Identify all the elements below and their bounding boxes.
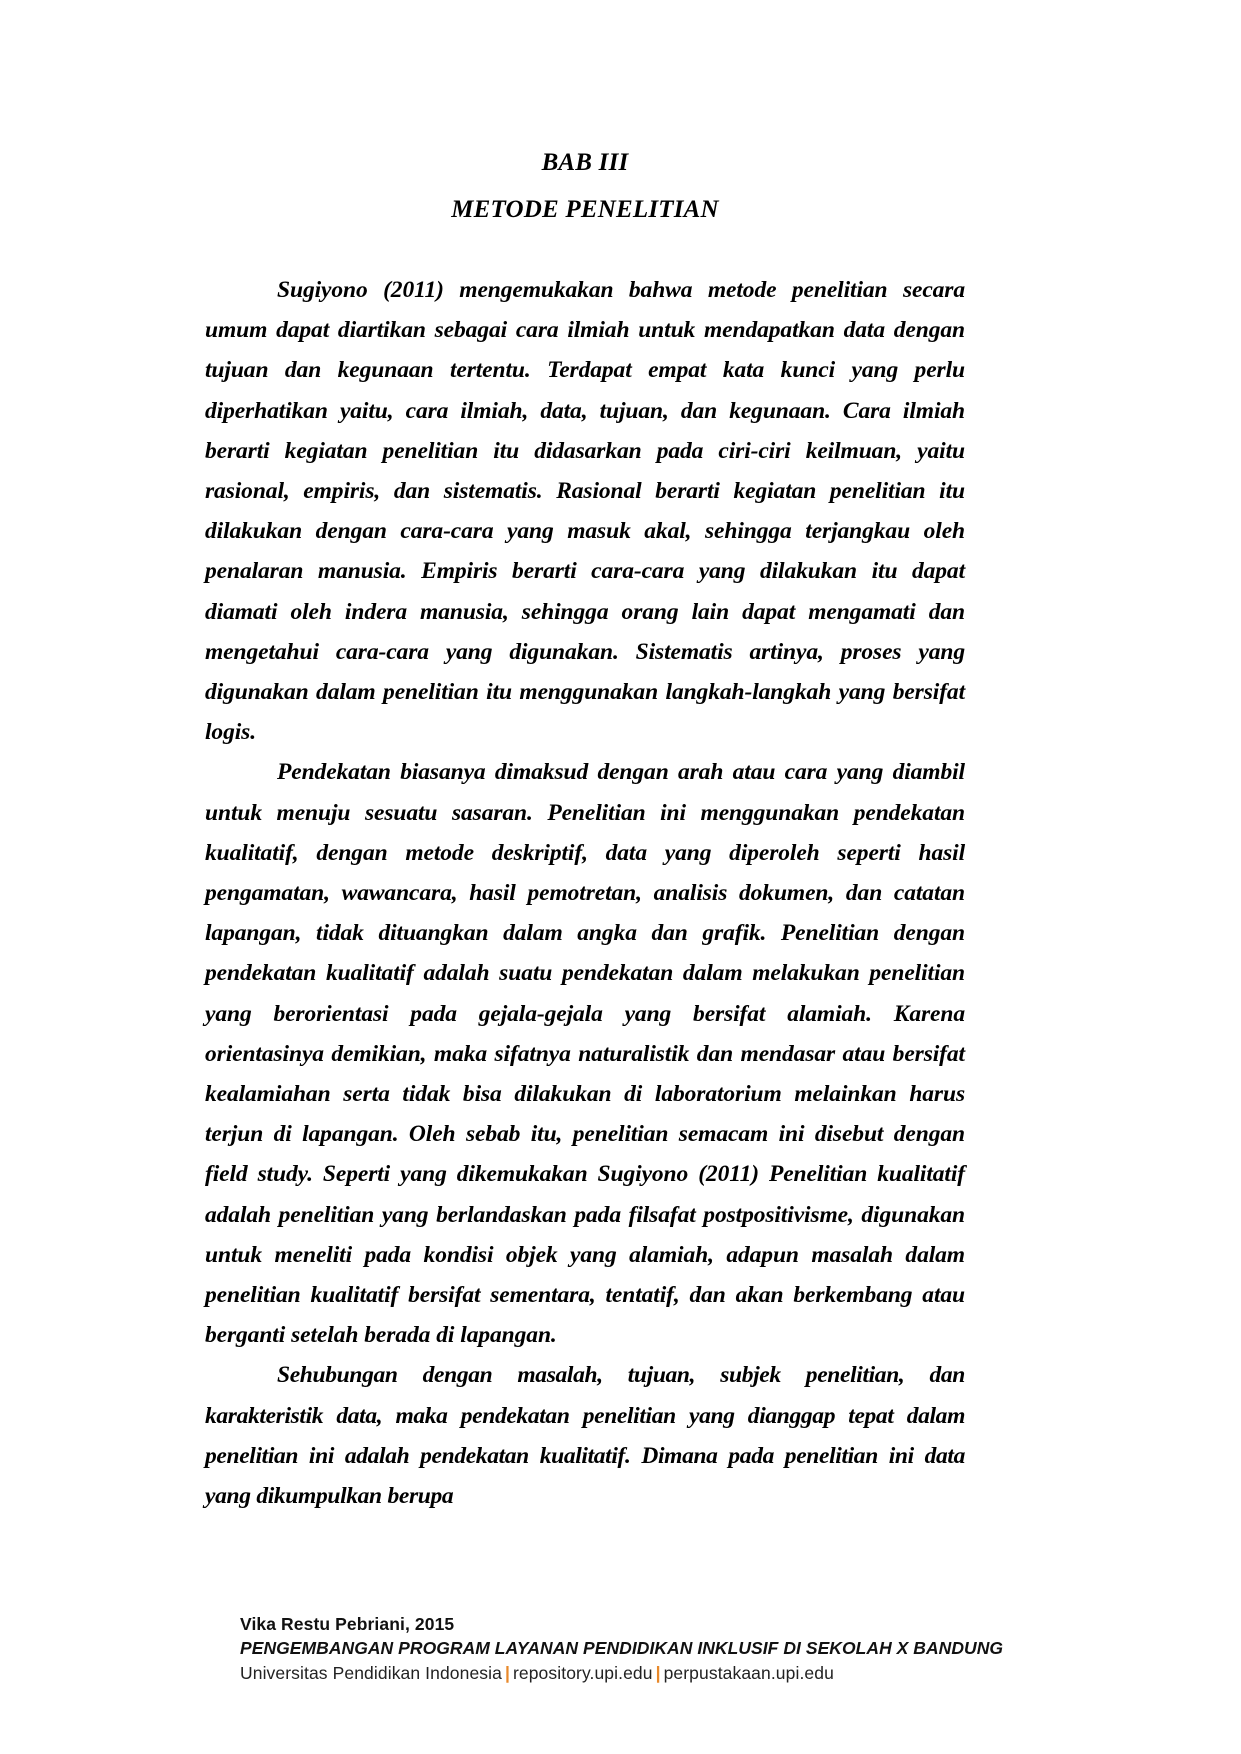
page-footer [240, 1612, 1040, 1686]
footer-author: Vika Restu Pebriani, 2015 [240, 1614, 455, 1634]
paragraph-1: Sugiyono (2011) mengemukakan bahwa metode penelitian secara umum dapat diartikan sebagai cara ilmiah untuk mendapatkan data dengan tujuan dan kegunaan tertentu. Terdapat empat kata kunci yang perlu diperhatikan yaitu, cara ilmiah, data, tujuan, dan kegunaan. Cara ilmiah berarti kegiatan penelitian itu didasarkan pada ciri-ciri keilmuan, yaitu rasional, empiris, dan sistematis. Rasional berarti kegiatan penelitian itu dilakukan dengan cara-cara yang masuk akal, sehingga terjangkau oleh penalaran manusia. Empiris berarti cara-cara yang dilakukan itu dapat diamati oleh indera manusia, sehingga orang lain dapat mengamati dan mengetahui cara-cara yang digunakan. Sistematis artinya, proses yang digunakan dalam penelitian itu menggunakan langkah-langkah yang bersifat logis. [205, 277, 965, 746]
footer-institution: Universitas Pendidikan Indonesia [240, 1663, 502, 1683]
footer-repository-link[interactable]: repository.upi.edu [512, 1663, 653, 1683]
footer-separator-1: | [504, 1663, 510, 1683]
chapter-title: METODE PENELITIAN [451, 196, 719, 223]
footer-library-link[interactable]: perpustakaan.upi.edu [663, 1663, 834, 1683]
body-text [205, 270, 965, 1516]
paragraph-2: Pendekatan biasanya dimaksud dengan arah atau cara yang diambil untuk menuju sesuatu sasaran. Penelitian ini menggunakan pendekatan kualitatif, dengan metode deskriptif, data yang diperoleh seperti hasil pengamatan, wawancara, hasil pemotretan, analisis dokumen, dan catatan lapangan, tidak dituangkan dalam angka dan grafik. Penelitian dengan pendekatan kualitatif adalah suatu pendekatan dalam melakukan penelitian yang berorientasi pada gejala-gejala yang bersifat alamiah. Karena orientasinya demikian, maka sifatnya naturalistik dan mendasar atau bersifat kealamiahan serta tidak bisa dilakukan di laboratorium melainkan harus terjun di lapangan. Oleh sebab itu, penelitian semacam ini disebut dengan field study. Seperti yang dikemukakan Sugiyono (2011) Penelitian kualitatif adalah penelitian yang berlandaskan pada filsafat postpositivisme, digunakan untuk meneliti pada kondisi objek yang alamiah, adapun masalah dalam penelitian kualitatif bersifat sementara, tentatif, dan akan berkembang atau berganti setelah berada di lapangan. [205, 759, 965, 1349]
chapter-heading [205, 150, 965, 222]
footer-thesis-title: PENGEMBANGAN PROGRAM LAYANAN PENDIDIKAN INKLUSIF DI SEKOLAH X BANDUNG [240, 1638, 1004, 1658]
paragraph-3: Sehubungan dengan masalah, tujuan, subjek penelitian, dan karakteristik data, maka pendekatan penelitian yang dianggap tepat dalam penelitian ini adalah pendekatan kualitatif. Dimana pada penelitian ini data yang dikumpulkan berupa [205, 1362, 965, 1510]
footer-institution-line [240, 1660, 1040, 1686]
chapter-number: BAB III [541, 149, 629, 176]
page-content [205, 150, 965, 1516]
footer-separator-2: | [655, 1663, 661, 1683]
